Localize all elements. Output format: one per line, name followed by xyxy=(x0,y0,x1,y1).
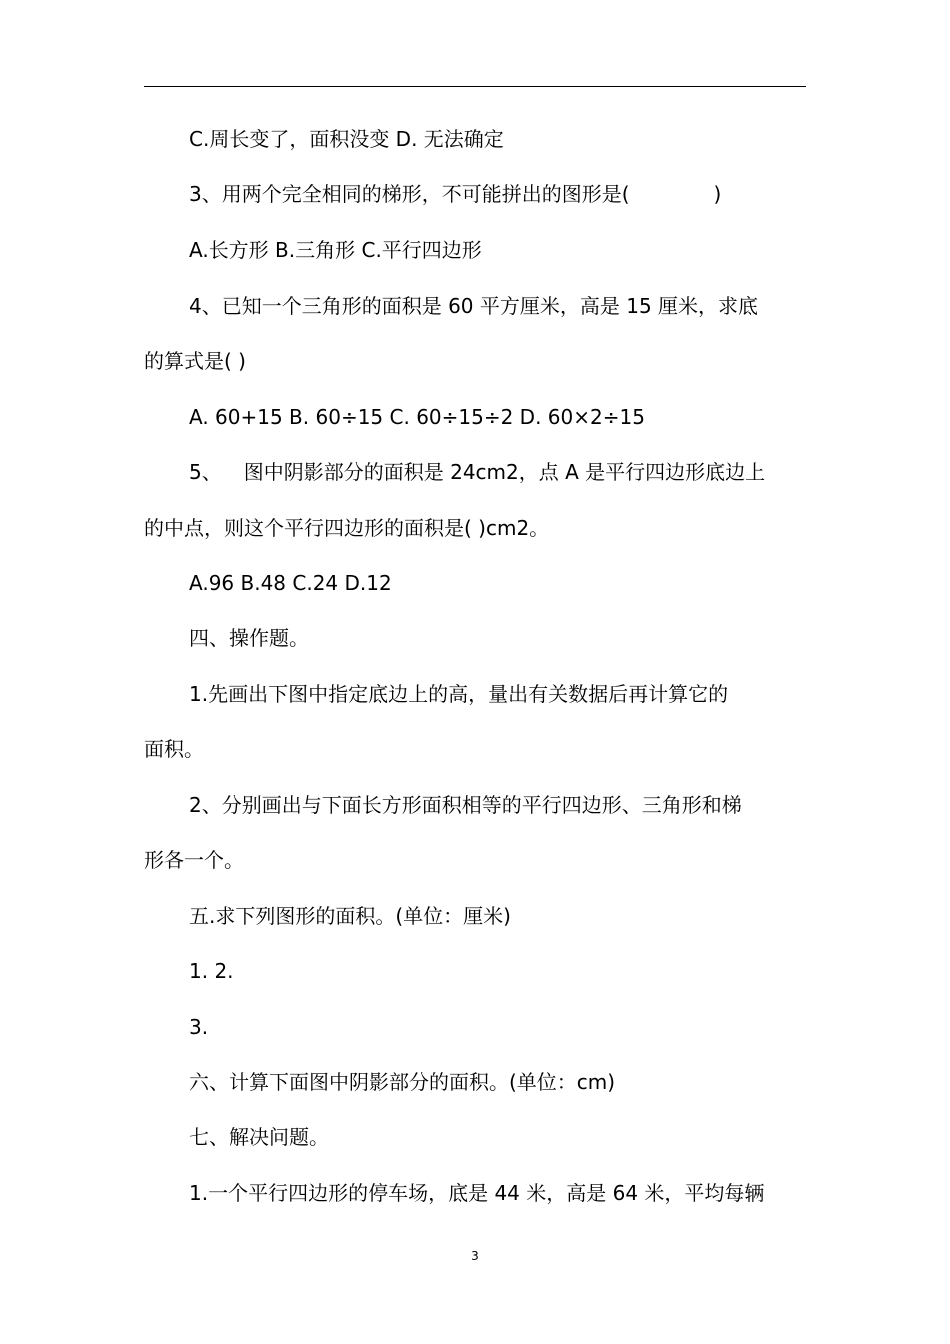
section-7-heading: 七、解决问题。 xyxy=(189,1125,329,1149)
section-5-item-3: 3. xyxy=(189,1015,209,1039)
section-4-item-2-line-1: 2、分别画出与下面长方形面积相等的平行四边形、三角形和梯 xyxy=(189,793,742,817)
question-4-line-2: 的算式是( ) xyxy=(144,349,246,373)
question-5-options: A.96 B.48 C.24 D.12 xyxy=(189,571,392,595)
section-6-heading: 六、计算下面图中阴影部分的面积。(单位：cm) xyxy=(189,1070,616,1094)
section-7-item-1: 1.一个平行四边形的停车场，底是 44 米，高是 64 米，平均每辆 xyxy=(189,1181,765,1205)
question-5-line-2: 的中点，则这个平行四边形的面积是( )cm2。 xyxy=(144,516,550,540)
question-3: 3、用两个完全相同的梯形，不可能拼出的图形是( ) xyxy=(189,182,722,206)
section-4-item-1-line-2: 面积。 xyxy=(144,737,204,761)
section-4-item-2-line-2: 形各一个。 xyxy=(144,848,244,872)
question-3-options: A.长方形 B.三角形 C.平行四边形 xyxy=(189,238,482,262)
option-line-cd: C.周长变了，面积没变 D. 无法确定 xyxy=(189,127,504,151)
section-4-heading: 四、操作题。 xyxy=(189,626,309,650)
question-5-line-1: 5、 图中阴影部分的面积是 24cm2，点 A 是平行四边形底边上 xyxy=(189,460,766,484)
section-5-items-1-2: 1. 2. xyxy=(189,959,234,983)
page-number: 3 xyxy=(471,1249,479,1263)
section-5-heading: 五.求下列图形的面积。(单位：厘米) xyxy=(189,904,511,928)
header-rule xyxy=(144,86,806,87)
question-4-options: A. 60+15 B. 60÷15 C. 60÷15÷2 D. 60×2÷15 xyxy=(189,405,645,429)
question-4-line-1: 4、已知一个三角形的面积是 60 平方厘米，高是 15 厘米，求底 xyxy=(189,294,759,318)
section-4-item-1-line-1: 1.先画出下图中指定底边上的高，量出有关数据后再计算它的 xyxy=(189,682,729,706)
